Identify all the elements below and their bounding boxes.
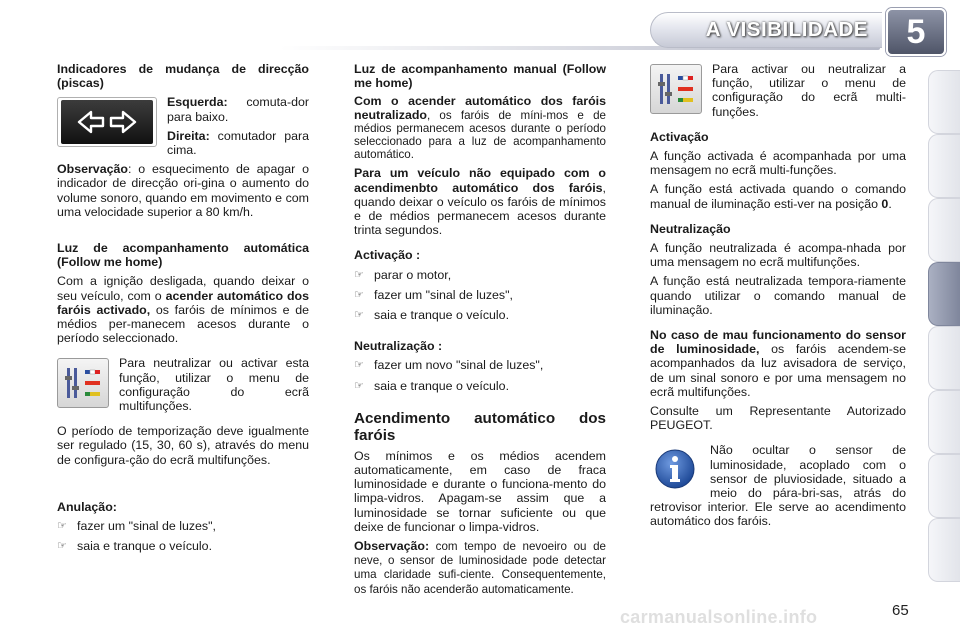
left-label: Esquerda: [167, 95, 228, 110]
observation-text: com tempo de nevoeiro ou de neve, o sensor de luminosidade pode detectar uma claridade sufi-ciente. Consequentemente, os faróis não acenderão automaticamente. [354, 540, 606, 596]
list-item-text: saia e tranque o veículo. [77, 539, 213, 554]
hand-pointer-icon: ☞ [57, 540, 67, 553]
timer-period-text: O período de temporização deve igualmente ser regulado (15, 30, 60 s), através do menu de configura-ção do ecrã multifunções. [57, 424, 309, 467]
config-menu-block [57, 356, 309, 413]
info-icon [650, 445, 700, 493]
column-2 [354, 62, 606, 596]
text-span: . [888, 196, 892, 211]
turn-signal-arrows-icon [57, 97, 157, 147]
text-span: , quando deixar o veículo os faróis de mínimos e de médios permanecem acesos durante trinta segundos. [354, 180, 606, 238]
hand-pointer-icon: ☞ [354, 379, 364, 392]
info-note-text: Não ocultar o sensor de luminosidade, acoplado com o sensor de pluviosidade, situado a meio do pára-bri-sas, atrás do retrovisor interior. Ele serve ao acendimento automático dos faróis. [650, 443, 906, 529]
column-1 [57, 62, 309, 559]
neutralization-title: Neutralização [650, 221, 731, 236]
list-item-text: fazer um "sinal de luzes", [77, 519, 216, 534]
list-item-text: saia e tranque o veículo. [374, 378, 510, 393]
turn-signal-block [57, 95, 309, 157]
hand-pointer-icon: ☞ [354, 268, 364, 281]
observation-label: Observação [57, 162, 128, 177]
list-item [57, 539, 309, 553]
hand-pointer-icon: ☞ [57, 520, 67, 533]
bold-span: Para um veículo não equipado com o acendimenbto automático dos faróis [354, 166, 606, 195]
list-item [354, 308, 606, 322]
chapter-tab[interactable] [928, 518, 960, 582]
follow-me-manual-p2 [354, 166, 606, 237]
text-span: , os faróis de míni-mos e de médios permanecem acesos durante o período seleccionado para a luz de acompanhamento automático. [354, 108, 606, 162]
consult-text: Consulte um Representante Autorizado PEUGEOT. [650, 404, 906, 433]
list-item [354, 358, 606, 372]
hand-pointer-icon: ☞ [354, 309, 364, 322]
neutralization-p2: A função está neutralizada tempora-riamente quando utilizar o comando manual de iluminação. [650, 274, 906, 317]
hand-pointer-icon: ☞ [354, 359, 364, 372]
config-menu-icon [57, 358, 109, 408]
chapter-tab[interactable] [928, 390, 960, 454]
bold-span: acender automático dos faróis activado, [57, 288, 309, 317]
config-menu-block-2 [650, 62, 906, 119]
watermark: carmanualsonline.info [620, 607, 818, 627]
observation-turn-signals [57, 162, 309, 219]
follow-me-manual-p1 [354, 95, 606, 161]
list-item-text: saia e tranque o veículo. [374, 308, 510, 323]
text-span: os faróis acendem-se acompanhados da luz avisadora de serviço, de um sinal sonoro e por uma mensagem no ecrã multifunções. [650, 342, 906, 399]
activation-title: Activação [650, 129, 709, 144]
activation-p1: A função activada é acompanhada por uma mensagem no ecrã multi-funções. [650, 149, 906, 178]
bold-span: Com o acender automático dos faróis neutralizado [354, 94, 606, 122]
config-menu-icon [650, 64, 702, 114]
chapter-tab-active[interactable] [928, 262, 960, 326]
chapter-tab[interactable] [928, 70, 960, 134]
chapter-number: 5 [886, 8, 946, 56]
follow-me-config-text: Para neutralizar ou activar esta função, utilizar o menu de configuração do ecrã multifunções. [119, 356, 309, 414]
neutralization-p1: A função neutralizada é acompa-nhada por uma mensagem no ecrã multifunções. [650, 241, 906, 270]
list-item [354, 379, 606, 393]
chapter-tab[interactable] [928, 326, 960, 390]
section-title-turn-signals: Indicadores de mudança de direcção (piscas) [57, 62, 309, 91]
list-item [354, 268, 606, 282]
page-title: A VISIBILIDADE [705, 18, 868, 41]
text-span: A função está activada quando o comando manual de iluminação esti-ver na posição [650, 182, 906, 211]
list-item-text: fazer um "sinal de luzes", [374, 287, 513, 302]
hand-pointer-icon: ☞ [354, 288, 364, 301]
neutralization-title: Neutralização : [354, 339, 443, 354]
text-span: Com a ignição desligada, quando deixar o seu veículo, com o [57, 274, 309, 303]
bold-span: No caso de mau funcionamento do sensor de luminosidade, [650, 328, 906, 357]
auto-headlights-text: Os mínimos e os médios acendem automaticamente, em caso de fraca luminosidade e durante o funciona-mento do limpa-vidros. Apagam-se assim que a luminosidade se tornar suficiente ou que deixe de funcionar o limpa-vidros. [354, 448, 606, 534]
follow-me-auto-paragraph [57, 274, 309, 345]
page-header [0, 0, 960, 62]
bold-span: 0 [881, 196, 889, 211]
chapter-tab[interactable] [928, 454, 960, 518]
list-item [57, 519, 309, 533]
list-item [354, 288, 606, 302]
observation-label: Observação: [354, 539, 430, 554]
right-label: Direita: [167, 128, 210, 143]
info-note [650, 443, 906, 528]
annulment-title: Anulação: [57, 499, 117, 514]
text-span: os faróis de mínimos e de médios per-manecem acesos durante o período seleccionado. [57, 302, 309, 346]
list-item-text: fazer um novo "sinal de luzes", [374, 358, 544, 373]
auto-headlights-observation [354, 539, 606, 596]
right-text: comutador para cima. [167, 128, 309, 158]
section-title-follow-me-auto: Luz de acompanhamento automática (Follow me home) [57, 241, 309, 270]
activation-title: Activação : [354, 248, 421, 263]
activation-p2 [650, 182, 906, 210]
chapter-tab[interactable] [928, 198, 960, 262]
list-item-text: parar o motor, [374, 267, 452, 282]
page-number: 65 [892, 602, 909, 619]
left-text: comuta-dor para baixo. [167, 95, 309, 124]
config-menu-text: Para activar ou neutralizar a função, utilizar o menu de configuração do ecrã multi-funções. [712, 62, 906, 119]
sensor-fault-text [650, 328, 906, 399]
section-title-follow-me-manual: Luz de acompanhamento manual (Follow me home) [354, 62, 606, 91]
observation-text: : o esquecimento de apagar o indicador de direcção ori-gina o aumento do volume sonoro, quando em movimento e com uma velocidade superior a 80 km/h. [57, 162, 309, 219]
column-3 [650, 62, 906, 529]
chapter-tab[interactable] [928, 134, 960, 198]
chapter-tabs [928, 70, 960, 630]
section-title-auto-headlights: Acendimento automático dos faróis [354, 409, 606, 444]
